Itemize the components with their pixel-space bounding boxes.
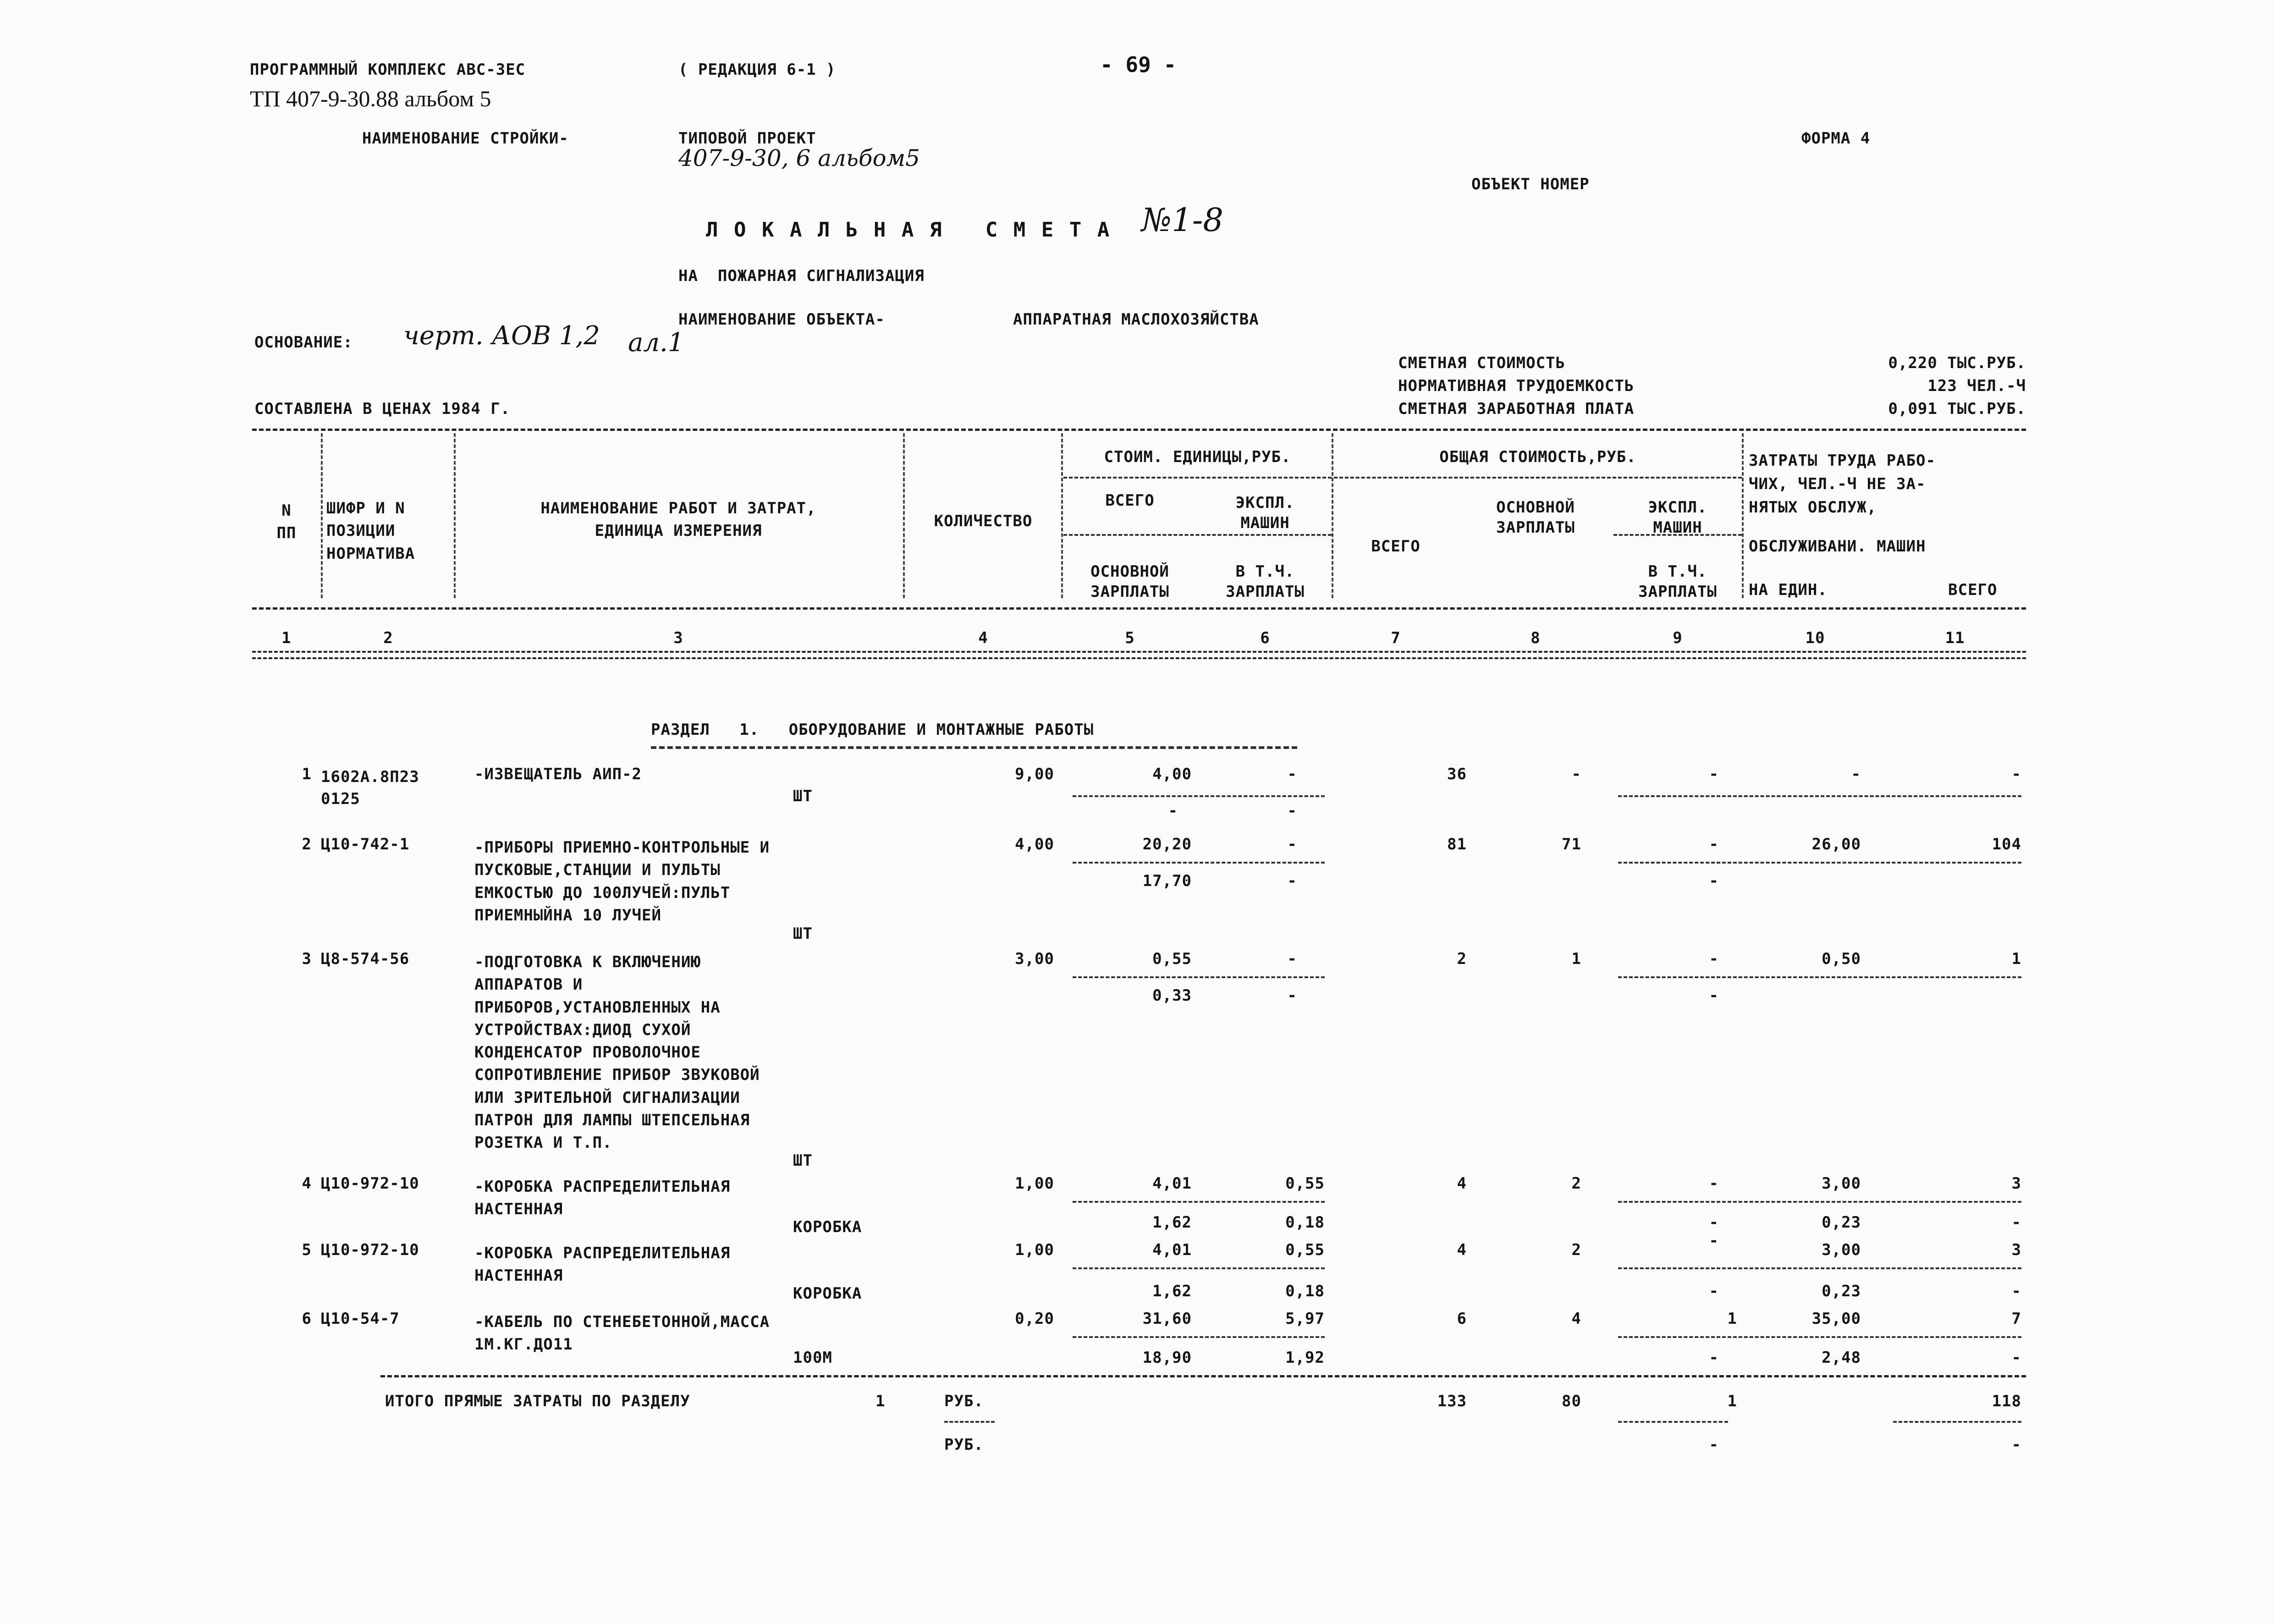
edition: ( РЕДАКЦИЯ 6-1 )	[678, 61, 836, 79]
row-total-machines-wage: -	[1709, 1349, 1719, 1367]
header-col3: НАИМЕНОВАНИЕ РАБОТ И ЗАТРАТ, ЕДИНИЦА ИЗМЕРЕНИЯ	[540, 499, 816, 540]
row-total-machines-wage: -	[1709, 986, 1719, 1005]
row-separator	[1073, 976, 1325, 978]
header-total-incl: В Т.Ч. ЗАРПЛАТЫ	[1638, 562, 1717, 601]
summary-label-wage: СМЕТНАЯ ЗАРАБОТНАЯ ПЛАТА	[1398, 400, 1635, 418]
program-name: ПРОГРАММНЫЙ КОМПЛЕКС АВС-ЗЕС	[250, 61, 526, 79]
row-labor-unit: 0,50	[1822, 950, 1861, 968]
row-total-wage: -	[1571, 765, 1581, 783]
header-labor-unit: НА ЕДИН.	[1749, 581, 1828, 599]
header-inner-rule	[1063, 477, 1332, 479]
summary-label-labor: НОРМАТИВНАЯ ТРУДОЕМКОСТЬ	[1398, 377, 1635, 395]
row-code: Ц8-574-56	[321, 950, 410, 968]
row-labor-total: 7	[2011, 1310, 2021, 1328]
header-labor-total: ВСЕГО	[1948, 581, 1998, 599]
row-labor-unit: 2,48	[1822, 1349, 1861, 1367]
basis-handwritten-2: ал.1	[628, 328, 684, 358]
row-unit-wage: 1,62	[1152, 1282, 1192, 1300]
construction-label: НАИМЕНОВАНИЕ СТРОЙКИ-	[362, 129, 569, 148]
row-number: 4	[302, 1174, 312, 1193]
row-qty: 1,00	[1015, 1241, 1054, 1259]
table-top-rule	[252, 429, 2026, 431]
row-unit: ШТ	[793, 925, 813, 943]
totals-rule	[380, 1375, 2026, 1377]
row-total-machines-wage: -	[1709, 1213, 1719, 1232]
totals-machines-wage: -	[1709, 1436, 1719, 1454]
row-labor-unit: 3,00	[1822, 1174, 1861, 1193]
row-unit-machines-wage: 1,92	[1285, 1349, 1325, 1367]
row-separator	[1073, 1336, 1325, 1338]
row-unit-machines: 0,55	[1285, 1174, 1325, 1193]
row-unit-machines: -	[1287, 835, 1297, 853]
col-divider	[321, 433, 323, 598]
row-name: -КОРОБКА РАСПРЕДЕЛИТЕЛЬНАЯ НАСТЕННАЯ	[474, 1178, 731, 1219]
row-separator	[1073, 862, 1325, 864]
totals-total: 133	[1437, 1392, 1467, 1410]
header-unit-machines: ЭКСПЛ. МАШИН	[1235, 494, 1295, 533]
totals-currency-2: РУБ.	[944, 1436, 984, 1454]
section-title: РАЗДЕЛ 1. ОБОРУДОВАНИЕ И МОНТАЖНЫЕ РАБОТЫ	[651, 721, 1094, 739]
totals-labor-2: -	[2011, 1436, 2021, 1454]
header-inner-rule	[1063, 534, 1332, 536]
row-qty: 0,20	[1015, 1310, 1054, 1328]
row-unit: ШТ	[793, 787, 813, 805]
row-number: 3	[302, 950, 312, 968]
header-inner-rule	[1334, 477, 1742, 479]
row-total: 2	[1457, 950, 1467, 968]
row-unit-wage: 18,90	[1142, 1349, 1192, 1367]
row-total: 6	[1457, 1310, 1467, 1328]
row-number: 1	[302, 765, 312, 783]
row-labor-total: 1	[2011, 950, 2021, 968]
row-separator	[1618, 1267, 2021, 1269]
header-col2: ШИФР И N ПОЗИЦИИ НОРМАТИВА	[326, 499, 415, 563]
col-number: 8	[1531, 629, 1541, 647]
row-labor-unit: 35,00	[1811, 1310, 1861, 1328]
row-unit-wage: -	[1168, 802, 1178, 820]
row-labor-unit: 3,00	[1822, 1241, 1861, 1259]
row-labor-total: 3	[2011, 1241, 2021, 1259]
col-number: 7	[1391, 629, 1401, 647]
construction-value: ТИПОВОЙ ПРОЕКТ	[678, 129, 816, 148]
row-separator	[1618, 976, 2021, 978]
col-divider	[1332, 433, 1333, 598]
row-unit-total: 20,20	[1142, 835, 1192, 853]
col-divider	[1061, 433, 1063, 598]
row-unit-total: 4,00	[1152, 765, 1192, 783]
totals-currency: РУБ.	[944, 1392, 984, 1410]
col-number: 10	[1805, 629, 1825, 647]
col-number: 5	[1125, 629, 1135, 647]
row-unit-total: 31,60	[1142, 1310, 1192, 1328]
col-number: 1	[281, 629, 292, 647]
totals-label: ИТОГО ПРЯМЫЕ ЗАТРАТЫ ПО РАЗДЕЛУ	[385, 1392, 690, 1410]
header-double-rule	[252, 651, 2026, 659]
row-qty: 4,00	[1015, 835, 1054, 853]
prices-line: СОСТАВЛЕНА В ЦЕНАХ 1984 Г.	[254, 400, 511, 418]
document-title: Л О К А Л Ь Н А Я С М Е Т А	[706, 218, 1112, 242]
row-separator	[1618, 862, 2021, 864]
row-separator	[1073, 1201, 1325, 1203]
header-unit-total: ВСЕГО	[1105, 491, 1155, 510]
row-code: Ц10-742-1	[321, 835, 410, 853]
row-separator	[1618, 1201, 2021, 1203]
totals-machines: 1	[1727, 1392, 1737, 1410]
form-number: ФОРМА 4	[1801, 129, 1871, 148]
row-number: 6	[302, 1310, 312, 1328]
subtitle: НА ПОЖАРНАЯ СИГНАЛИЗАЦИЯ	[678, 267, 925, 285]
totals-section: 1	[875, 1392, 886, 1410]
col-number: 6	[1260, 629, 1270, 647]
row-unit-machines: 0,55	[1285, 1241, 1325, 1259]
row-labor-total: 3	[2011, 1174, 2021, 1193]
header-unit-wage: ОСНОВНОЙ ЗАРПЛАТЫ	[1090, 562, 1169, 601]
object-name-value: АППАРАТНАЯ МАСЛОХОЗЯЙСТВА	[1013, 310, 1259, 329]
summary-label-cost: СМЕТНАЯ СТОИМОСТЬ	[1398, 354, 1565, 372]
summary-value-wage: 0,091 ТЫС.РУБ.	[1888, 400, 2026, 418]
row-code: 1602А.8П23 0125	[321, 768, 419, 808]
row-name: -КАБЕЛЬ ПО СТЕНЕБЕТОННОЙ,МАССА 1М.КГ.ДО11	[474, 1313, 770, 1354]
row-unit: КОРОБКА	[793, 1284, 862, 1303]
row-total-wage: 2	[1571, 1241, 1581, 1259]
summary-value-labor: 123 ЧЕЛ.-Ч	[1927, 377, 2026, 395]
row-labor-unit: -	[1851, 765, 1861, 783]
header-unit-incl: В Т.Ч. ЗАРПЛАТЫ	[1226, 562, 1305, 601]
header-total-wage: ОСНОВНОЙ ЗАРПЛАТЫ	[1496, 498, 1575, 537]
totals-separator	[1618, 1421, 1728, 1423]
col-number: 9	[1673, 629, 1683, 647]
row-unit-machines-wage: 0,18	[1285, 1213, 1325, 1232]
row-total-machines: -	[1709, 950, 1719, 968]
totals-wage: 80	[1562, 1392, 1581, 1410]
row-total-machines: -	[1709, 1232, 1719, 1250]
album-title: ТП 407-9-30.88 альбом 5	[250, 86, 491, 111]
summary-value-cost: 0,220 ТЫС.РУБ.	[1888, 354, 2026, 372]
row-qty: 9,00	[1015, 765, 1054, 783]
col-divider	[1742, 433, 1744, 598]
row-labor-total: -	[2011, 1213, 2021, 1232]
header-col4: КОЛИЧЕСТВО	[934, 512, 1033, 530]
totals-separator	[944, 1421, 995, 1423]
row-unit-machines-wage: -	[1287, 872, 1297, 890]
totals-labor: 118	[1992, 1392, 2021, 1410]
row-unit-wage: 0,33	[1152, 986, 1192, 1005]
row-unit-total: 4,01	[1152, 1174, 1192, 1193]
header-total-cost: ОБЩАЯ СТОИМОСТЬ,РУБ.	[1439, 448, 1636, 466]
row-unit-machines-wage: -	[1287, 986, 1297, 1005]
header-total-all: ВСЕГО	[1371, 537, 1421, 556]
row-name: -ПРИБОРЫ ПРИЕМНО-КОНТРОЛЬНЫЕ И ПУСКОВЫЕ,СТАНЦИИ И ПУЛЬТЫ ЕМКОСТЬЮ ДО 100ЛУЧЕЙ:ПУЛЬТ ПРИЕМНЫЙНА 10 ЛУЧЕЙ	[474, 838, 770, 925]
header-rule	[252, 607, 2026, 610]
row-name: -ИЗВЕЩАТЕЛЬ АИП-2	[474, 765, 642, 783]
row-labor-total: 104	[1992, 835, 2021, 853]
row-name: -КОРОБКА РАСПРЕДЕЛИТЕЛЬНАЯ НАСТЕННАЯ	[474, 1244, 731, 1285]
row-total-machines: -	[1709, 1174, 1719, 1193]
row-unit-machines: 5,97	[1285, 1310, 1325, 1328]
row-labor-unit: 0,23	[1822, 1282, 1861, 1300]
section-underline	[651, 746, 1297, 749]
document-number-handwritten: №1-8	[1141, 201, 1223, 239]
row-number: 5	[302, 1241, 312, 1259]
header-col1: N ПП	[276, 501, 297, 543]
row-total-machines-wage: -	[1709, 1282, 1719, 1300]
col-number: 11	[1945, 629, 1965, 647]
header-labor-service: ОБСЛУЖИВАНИ. МАШИН	[1749, 537, 1926, 556]
object-number-label: ОБЪЕКТ НОМЕР	[1471, 175, 1590, 193]
row-qty: 1,00	[1015, 1174, 1054, 1193]
row-total: 36	[1447, 765, 1467, 783]
row-total: 4	[1457, 1241, 1467, 1259]
col-number: 2	[383, 629, 393, 647]
row-labor-total: -	[2011, 765, 2021, 783]
row-separator	[1618, 795, 2021, 797]
row-separator	[1073, 795, 1325, 797]
row-unit-total: 0,55	[1152, 950, 1192, 968]
row-total-wage: 1	[1571, 950, 1581, 968]
row-labor-unit: 26,00	[1811, 835, 1861, 853]
basis-handwritten: черт. АОВ 1,2	[403, 321, 600, 351]
col-number: 3	[673, 629, 683, 647]
col-number: 4	[978, 629, 988, 647]
row-total-machines: -	[1709, 835, 1719, 853]
page-number: - 69 -	[1100, 52, 1177, 77]
col-divider	[454, 433, 456, 598]
construction-handwritten: 407-9-30, 6 альбом5	[678, 145, 920, 171]
row-total-machines-wage: -	[1709, 872, 1719, 890]
row-unit-wage: 1,62	[1152, 1213, 1192, 1232]
row-unit-machines: -	[1287, 950, 1297, 968]
row-total-wage: 71	[1562, 835, 1581, 853]
totals-separator	[1893, 1421, 2021, 1423]
row-total-machines: 1	[1727, 1310, 1737, 1328]
col-divider	[903, 433, 905, 598]
row-total-wage: 2	[1571, 1174, 1581, 1193]
row-total-machines: -	[1709, 765, 1719, 783]
basis-label: ОСНОВАНИЕ:	[254, 333, 353, 352]
row-total: 81	[1447, 835, 1467, 853]
row-unit-machines: -	[1287, 765, 1297, 783]
row-total-wage: 4	[1571, 1310, 1581, 1328]
row-unit-machines-wage: -	[1287, 802, 1297, 820]
object-name-label: НАИМЕНОВАНИЕ ОБЪЕКТА-	[678, 310, 885, 329]
row-separator	[1073, 1267, 1325, 1269]
row-unit-machines-wage: 0,18	[1285, 1282, 1325, 1300]
row-unit-wage: 17,70	[1142, 872, 1192, 890]
row-name: -ПОДГОТОВКА К ВКЛЮЧЕНИЮ АППАРАТОВ И ПРИБОРОВ,УСТАНОВЛЕННЫХ НА УСТРОЙСТВАХ:ДИОД СУХОЙ КОНДЕНСАТОР ПРОВОЛОЧНОЕ СОПРОТИВЛЕНИЕ ПРИБОР ЗВУКОВОЙ ИЛИ ЗРИТЕЛЬНОЙ СИГНАЛИЗАЦИИ ПАТРОН ДЛЯ ЛАМПЫ ШТЕПСЕЛЬНАЯ РОЗЕТКА И Т.П.	[474, 953, 760, 1152]
row-qty: 3,00	[1015, 950, 1054, 968]
row-unit: ШТ	[793, 1151, 813, 1170]
header-total-machines: ЭКСПЛ. МАШИН	[1648, 498, 1707, 537]
row-labor-total: -	[2011, 1349, 2021, 1367]
row-labor-unit: 0,23	[1822, 1213, 1861, 1232]
row-unit: КОРОБКА	[793, 1218, 862, 1236]
row-code: Ц10-972-10	[321, 1174, 419, 1193]
row-code: Ц10-54-7	[321, 1310, 400, 1328]
row-code: Ц10-972-10	[321, 1241, 419, 1259]
row-unit-total: 4,01	[1152, 1241, 1192, 1259]
row-labor-total: -	[2011, 1282, 2021, 1300]
row-separator	[1618, 1336, 2021, 1338]
header-labor: ЗАТРАТЫ ТРУДА РАБО- ЧИХ, ЧЕЛ.-Ч НЕ ЗА- НЯТЫХ ОБСЛУЖ,	[1749, 451, 1936, 517]
row-total: 4	[1457, 1174, 1467, 1193]
header-unit-cost: СТОИМ. ЕДИНИЦЫ,РУБ.	[1104, 448, 1291, 466]
row-number: 2	[302, 835, 312, 853]
row-unit: 100М	[793, 1349, 832, 1367]
